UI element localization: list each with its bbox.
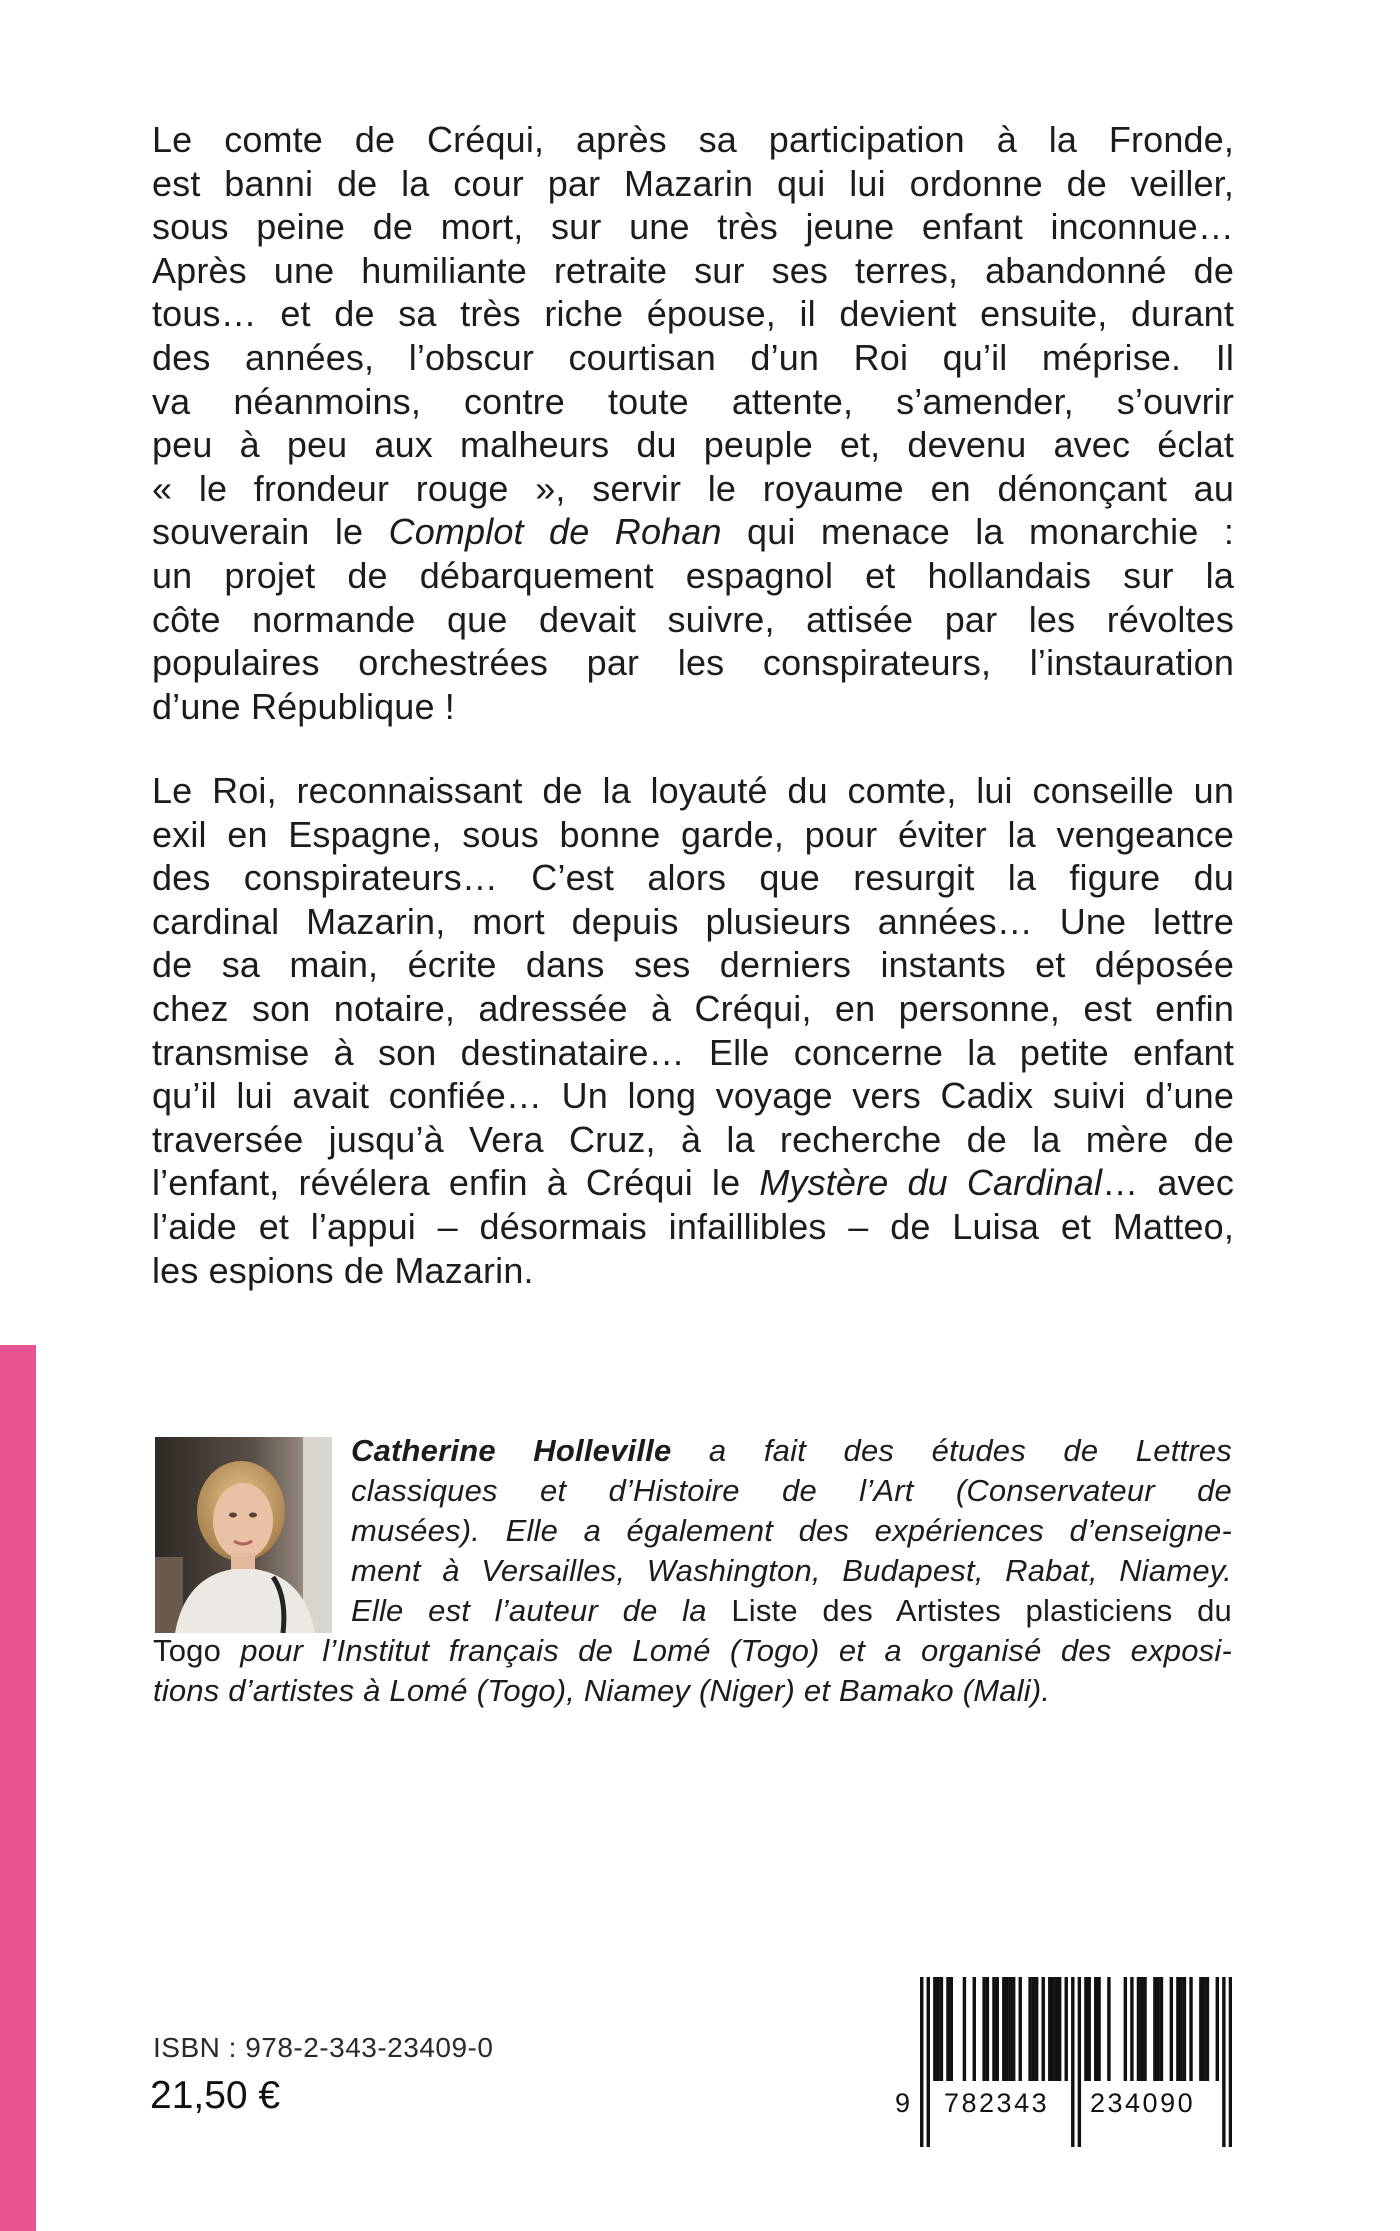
- barcode-bar: [1009, 1977, 1012, 2081]
- barcode-bar: [1176, 1977, 1179, 2081]
- barcode-bar: [1078, 1977, 1081, 2147]
- book-title-complot: Complot de Rohan: [388, 511, 722, 553]
- barcode-bar: [982, 1977, 985, 2081]
- barcode-bar: [1199, 1977, 1202, 2081]
- barcode-bar: [1130, 1977, 1133, 2081]
- synopsis-line: va néanmoins, contre toute attente, s’amender, s’ouvrir: [152, 380, 1234, 422]
- bio-line: Catherine Holleville a fait des études de Lettres: [351, 1433, 1232, 1468]
- bio-line: Togo pour l’Institut français de Lomé (Togo) et a organisé des exposi-: [153, 1633, 1232, 1668]
- author-bio-top: [351, 1431, 1232, 1631]
- bio-line: ment à Versailles, Washington, Budapest, Rabat, Niamey.: [351, 1553, 1232, 1588]
- synopsis-line: des conspirateurs… C’est alors que resurgit la figure du: [152, 857, 1234, 899]
- barcode-bar: [1202, 1977, 1205, 2081]
- synopsis-line: traversée jusqu’à Vera Cruz, à la recherche de la mère de: [152, 1118, 1234, 1160]
- barcode-bar: [1094, 1977, 1097, 2081]
- barcode-bar: [1097, 1977, 1100, 2081]
- barcode-bar: [1019, 1977, 1022, 2081]
- barcode-bar: [1028, 1977, 1031, 2081]
- barcode-bar: [1048, 1977, 1051, 2081]
- barcode-bar: [1140, 1977, 1143, 2081]
- synopsis-line: sous peine de mort, sur une très jeune enfant inconnue…: [152, 206, 1234, 248]
- barcode-bar: [1005, 1977, 1008, 2081]
- bio-line: classiques et d’Histoire de l’Art (Conservateur de: [351, 1473, 1232, 1508]
- synopsis-line: populaires orchestrées par les conspirateurs, l’instauration: [152, 642, 1234, 684]
- isbn-text: ISBN : 978-2-343-23409-0: [153, 2032, 494, 2063]
- barcode-bar: [992, 1977, 995, 2081]
- barcode-bar: [1107, 1977, 1110, 2081]
- barcode-bar: [950, 1977, 953, 2081]
- synopsis-line: qu’il lui avait confiée… Un long voyage vers Cadix suivi d’une: [152, 1075, 1234, 1117]
- barcode-bar: [1012, 1977, 1015, 2081]
- synopsis-line: exil en Espagne, sous bonne garde, pour éviter la vengeance: [152, 813, 1234, 855]
- author-bio-bottom: [153, 1631, 1232, 1711]
- synopsis-line: est banni de la cour par Mazarin qui lui ordonne de veiller,: [152, 162, 1234, 204]
- synopsis-line-with-title: souverain le Complot de Rohan qui menace la monarchie :: [152, 511, 1234, 553]
- barcode-bar: [986, 1977, 989, 2081]
- bio-line: musées). Elle a également des expériences d’enseigne-: [351, 1513, 1232, 1548]
- synopsis-line: un projet de débarquement espagnol et hollandais sur la: [152, 554, 1234, 596]
- barcode-bar: [1055, 1977, 1058, 2081]
- barcode-digits-left: 782343: [944, 2088, 1050, 2118]
- barcode-lead-digit: 9: [895, 2088, 913, 2118]
- barcode-bar: [927, 1977, 930, 2147]
- barcode-bar: [1229, 1977, 1232, 2147]
- author-photo: [155, 1437, 332, 1633]
- barcode-bar: [1170, 1977, 1173, 2081]
- synopsis-line: de sa main, écrite dans ses derniers instants et déposée: [152, 944, 1234, 986]
- synopsis-line: Le Roi, reconnaissant de la loyauté du comte, lui conseille un: [152, 770, 1234, 811]
- barcode-bar: [1137, 1977, 1140, 2081]
- barcode-bar: [1124, 1977, 1127, 2081]
- barcode-bar: [1051, 1977, 1054, 2081]
- synopsis-line: d’une République !: [152, 685, 455, 727]
- synopsis-line: tous… et de sa très riche épouse, il devient ensuite, durant: [152, 293, 1234, 335]
- synopsis-line: « le frondeur rouge », servir le royaume en dénonçant au: [152, 467, 1234, 509]
- barcode-bar: [1042, 1977, 1045, 2081]
- barcode-bar: [936, 1977, 939, 2081]
- barcode-bar: [1065, 1977, 1068, 2081]
- synopsis-line: cardinal Mazarin, mort depuis plusieurs années… Une lettre: [152, 900, 1234, 942]
- barcode-bar: [1143, 1977, 1146, 2081]
- barcode-bar: [1153, 1977, 1156, 2081]
- price: 21,50 €: [150, 2074, 281, 2117]
- synopsis-line: chez son notaire, adressée à Créqui, en personne, est enfin: [152, 987, 1234, 1029]
- synopsis-line: côte normande que devait suivre, attisée par les révoltes: [152, 598, 1234, 640]
- synopsis-line: l’aide et l’appui – désormais infaillibles – de Luisa et Matteo,: [152, 1205, 1234, 1247]
- barcode-bar: [1058, 1977, 1061, 2081]
- synopsis-line: les espions de Mazarin.: [152, 1249, 534, 1291]
- barcode-bar: [1222, 1977, 1225, 2147]
- barcode-bar: [996, 1977, 999, 2081]
- barcode-bar: [973, 1977, 976, 2081]
- barcode-bar: [1160, 1977, 1163, 2081]
- barcode-bar: [963, 1977, 966, 2081]
- barcode-bar: [1189, 1977, 1192, 2081]
- barcode-bar: [920, 1977, 923, 2147]
- synopsis-paragraph-1: [152, 118, 1234, 728]
- bio-line: Elle est l’auteur de la Liste des Artistes plasticiens du: [351, 1593, 1232, 1628]
- barcode-bar: [1002, 1977, 1005, 2081]
- barcode-bar: [1084, 1977, 1087, 2081]
- barcode-digits-right: 234090: [1090, 2088, 1196, 2118]
- barcode-bar: [1035, 1977, 1038, 2081]
- bio-line: tions d’artistes à Lomé (Togo), Niamey (Niger) et Bamako (Mali).: [153, 1673, 1051, 1708]
- book-title-mystere: Mystère du Cardinal: [759, 1162, 1103, 1204]
- pink-accent-band: [0, 1345, 36, 2231]
- synopsis-line: transmise à son destinataire… Elle concerne la petite enfant: [152, 1031, 1234, 1073]
- author-name: Catherine Holleville: [351, 1433, 672, 1468]
- barcode-bar: [1206, 1977, 1209, 2081]
- synopsis-line: peu à peu aux malheurs du peuple et, devenu avec éclat: [152, 424, 1234, 466]
- synopsis-line-with-title: l’enfant, révélera enfin à Créqui le Mystère du Cardinal… avec: [152, 1162, 1234, 1204]
- barcode-bar: [1216, 1977, 1219, 2081]
- synopsis-line: Le comte de Créqui, après sa participation à la Fronde,: [152, 119, 1234, 160]
- book-title-liste: Liste des Artistes plasticiens du: [731, 1593, 1232, 1628]
- barcode-bar: [1032, 1977, 1035, 2081]
- barcode-bar: [1087, 1977, 1090, 2081]
- barcode-bar: [1183, 1977, 1186, 2081]
- barcode-bar: [1071, 1977, 1074, 2147]
- barcode: [920, 1977, 1232, 2147]
- synopsis-line: Après une humiliante retraite sur ses terres, abandonné de: [152, 249, 1234, 291]
- barcode-bar: [946, 1977, 949, 2081]
- synopsis-line: des années, l’obscur courtisan d’un Roi qu’il méprise. Il: [152, 336, 1234, 378]
- barcode-bar: [1179, 1977, 1182, 2081]
- barcode-bar: [933, 1977, 936, 2081]
- synopsis-paragraph-2: [152, 769, 1234, 1292]
- barcode-bar: [940, 1977, 943, 2081]
- barcode-bar: [1156, 1977, 1159, 2081]
